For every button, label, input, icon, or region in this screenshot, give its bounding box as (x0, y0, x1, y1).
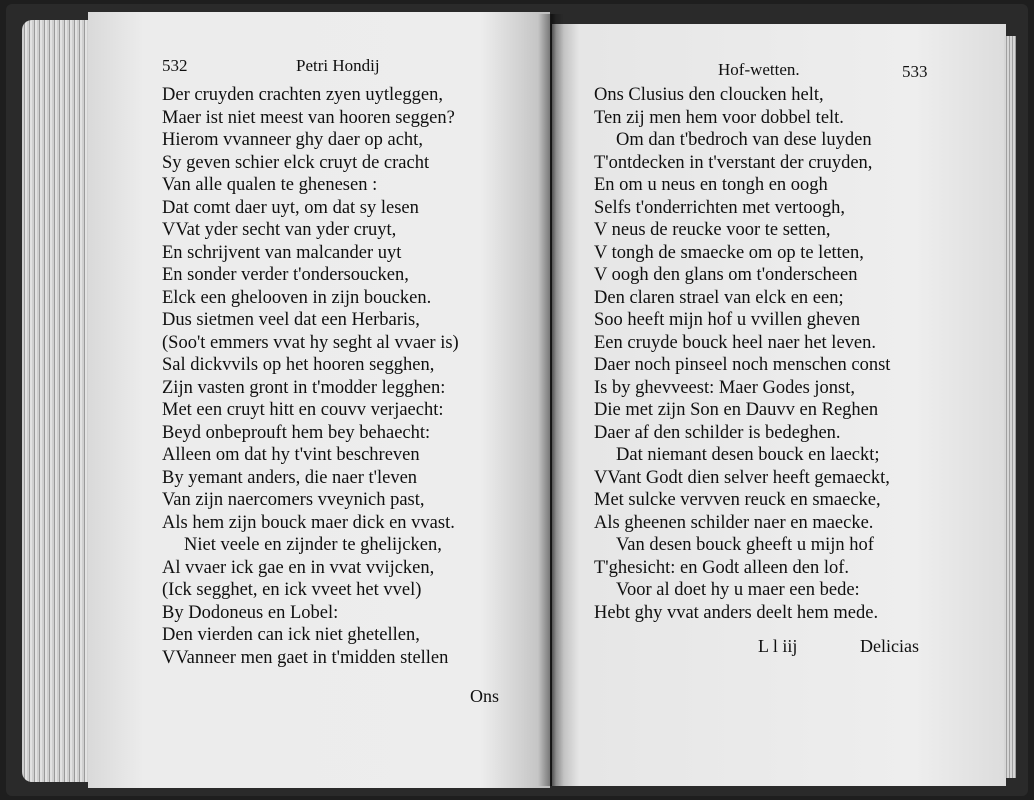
verse-line: V tongh de smaecke om op te letten, (594, 242, 864, 263)
verse-line: Zijn vasten gront in t'modder legghen: (162, 377, 446, 398)
left-running-head: Petri Hondij (296, 56, 380, 75)
verse-line: Een cruyde bouck heel naer het leven. (594, 332, 876, 353)
left-page-number: 532 (162, 56, 188, 75)
verse-line: Ten zij men hem voor dobbel telt. (594, 107, 844, 128)
verse-line: Als hem zijn bouck maer dick en vvast. (162, 512, 455, 533)
verse-line: By Dodoneus en Lobel: (162, 602, 339, 623)
verse-line: Niet veele en zijnder te ghelijcken, (184, 535, 442, 555)
right-signature-mark: L l iij (758, 636, 798, 656)
verse-line: Den vierden can ick niet ghetellen, (162, 625, 420, 645)
verse-line: (Ick segghet, en ick vveet het vvel) (162, 580, 422, 600)
verse-line: Ons Clusius den cloucken helt, (594, 85, 824, 105)
right-page-edges (1004, 36, 1016, 778)
verse-line: En om u neus en tongh en oogh (594, 175, 828, 195)
verse-line: V neus de reucke voor te setten, (594, 220, 831, 240)
verse-line: Soo heeft mijn hof u vvillen gheven (594, 310, 861, 330)
verse-line: Der cruyden crachten zyen uytleggen, (162, 85, 443, 105)
verse-line: Maer ist niet meest van hooren seggen? (162, 107, 455, 128)
right-page (552, 24, 1006, 786)
right-verse-block (594, 84, 890, 624)
verse-line: Daer noch pinseel noch menschen const (594, 355, 891, 375)
left-page (88, 12, 550, 788)
verse-line: Met sulcke vervven reuck en smaecke, (594, 490, 881, 510)
left-catchword: Ons (470, 686, 500, 706)
verse-line: Met een cruyt hitt en couvv verjaecht: (162, 400, 444, 420)
verse-line: Selfs t'onderrichten met vertoogh, (594, 197, 845, 218)
verse-line: Van alle qualen te ghenesen : (162, 175, 378, 195)
verse-line: Van zijn naercomers vveynich past, (162, 490, 425, 510)
verse-line: (Soo't emmers vvat hy seght al vvaer is) (162, 332, 459, 353)
verse-line: T'ghesicht: en Godt alleen den lof. (594, 557, 850, 578)
verse-line: En sonder verder t'ondersoucken, (162, 265, 409, 285)
verse-line: T'ontdecken in t'verstant der cruyden, (594, 152, 873, 173)
verse-line: Sy geven schier elck cruyt de cracht (162, 152, 430, 173)
verse-line: Van desen bouck gheeft u mijn hof (616, 535, 874, 555)
verse-line: Voor al doet hy u maer een bede: (616, 580, 860, 600)
right-running-head: Hof-wetten. (718, 60, 800, 79)
verse-line: Beyd onbeprouft hem bey behaecht: (162, 422, 431, 443)
verse-line: Hierom vvanneer ghy daer op acht, (162, 130, 423, 150)
right-catchword: Delicias (860, 636, 919, 656)
verse-line: Alleen om dat hy t'vint beschreven (162, 445, 420, 465)
verse-line: V oogh den glans om t'onderscheen (594, 265, 858, 285)
verse-line: Om dan t'bedroch van dese luyden (616, 130, 872, 150)
verse-line: Dat niemant desen bouck en laeckt; (616, 445, 880, 465)
right-page-number: 533 (902, 62, 928, 81)
verse-line: Dus sietmen veel dat een Herbaris, (162, 310, 420, 330)
verse-line: En schrijvent van malcander uyt (162, 242, 402, 263)
verse-line: Hebt ghy vvat anders deelt hem mede. (594, 602, 879, 623)
verse-line: VVat yder secht van yder cruyt, (162, 220, 397, 240)
verse-line: VVanneer men gaet in t'midden stellen (162, 647, 449, 668)
verse-line: By yemant anders, die naer t'leven (162, 467, 418, 488)
verse-line: Die met zijn Son en Dauvv en Reghen (594, 400, 879, 420)
verse-line: Is by ghevveest: Maer Godes jonst, (594, 377, 856, 398)
verse-line: VVant Godt dien selver heeft gemaeckt, (594, 467, 890, 488)
verse-line: Al vvaer ick gae en in vvat vvijcken, (162, 557, 435, 578)
left-verse-block (162, 84, 459, 669)
verse-line: Dat comt daer uyt, om dat sy lesen (162, 197, 419, 218)
verse-line: Den claren strael van elck en een; (594, 287, 844, 308)
verse-line: Sal dickvvils op het hooren segghen, (162, 355, 435, 375)
verse-line: Elck een ghelooven in zijn boucken. (162, 287, 432, 308)
verse-line: Als gheenen schilder naer en maecke. (594, 512, 874, 533)
verse-line: Daer af den schilder is bedeghen. (594, 422, 841, 443)
book-gutter (538, 14, 564, 786)
